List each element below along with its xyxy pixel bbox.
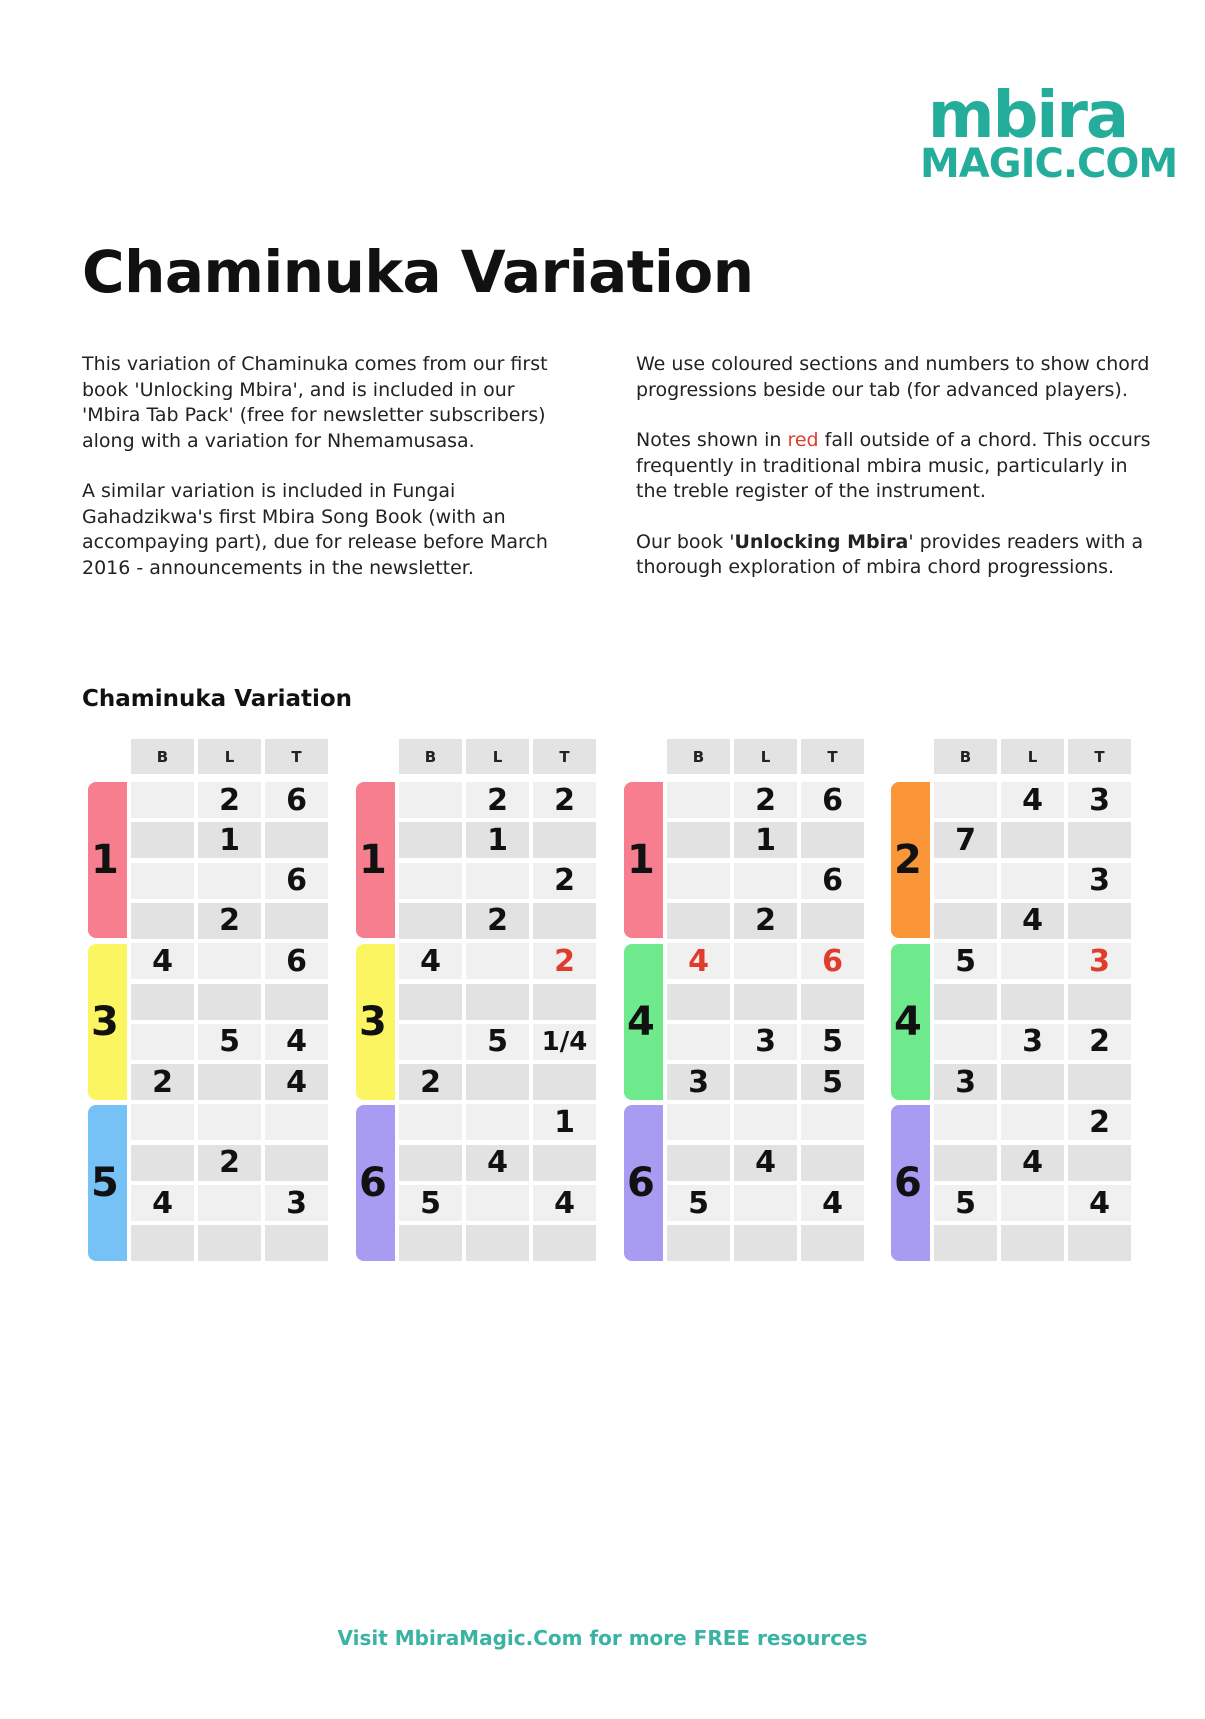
tab-note-cell: 2 <box>466 903 529 939</box>
tab-note-cell: 1 <box>198 822 261 858</box>
chord-number: 6 <box>359 1160 387 1206</box>
intro-right-column <box>636 352 1156 606</box>
tab-note-cell: 4 <box>1001 1145 1064 1181</box>
tab-note-cell: 6 <box>801 943 864 979</box>
tab-note-cell: 5 <box>466 1024 529 1060</box>
tab-note-cell: 2 <box>198 903 261 939</box>
tab-note-cell <box>734 943 797 979</box>
tab-note-cell <box>934 1145 997 1181</box>
tab-note-cell <box>734 1185 797 1221</box>
tab-note-cell: 3 <box>1001 1024 1064 1060</box>
chord-section <box>88 944 127 1100</box>
chord-section <box>88 782 127 938</box>
tab-note-cell: 4 <box>533 1185 596 1221</box>
tab-note-cell <box>198 943 261 979</box>
tab-note-cell <box>734 1225 797 1261</box>
tab-note-cell <box>533 1225 596 1261</box>
tab-note-cell: 5 <box>667 1185 730 1221</box>
tab-note-cell: 1 <box>533 1104 596 1140</box>
tab-note-cell: 6 <box>801 863 864 899</box>
tab-note-cell <box>131 984 194 1020</box>
chord-number: 3 <box>359 999 387 1045</box>
tab-note-cell <box>399 984 462 1020</box>
tab-note-cell <box>131 903 194 939</box>
tab-note-cell <box>265 1104 328 1140</box>
chord-number: 3 <box>91 999 119 1045</box>
tab-title: Chaminuka Variation <box>82 686 353 712</box>
tab-note-cell: 3 <box>265 1185 328 1221</box>
chord-section <box>891 1105 930 1261</box>
tab-note-cell <box>198 863 261 899</box>
column-header: B <box>667 739 730 774</box>
tab-note-cell <box>734 1064 797 1100</box>
chord-number: 5 <box>91 1160 119 1206</box>
column-header: L <box>734 739 797 774</box>
tab-note-cell <box>466 984 529 1020</box>
tab-note-cell <box>399 1225 462 1261</box>
tab-note-cell: 4 <box>131 1185 194 1221</box>
tab-note-cell <box>131 1225 194 1261</box>
tab-note-cell: 4 <box>265 1024 328 1060</box>
text-span: Our book ' <box>636 530 735 553</box>
tab-note-cell: 2 <box>734 903 797 939</box>
tab-note-cell: 3 <box>667 1064 730 1100</box>
tab-note-cell: 5 <box>934 1185 997 1221</box>
tab-note-cell <box>1068 984 1131 1020</box>
tab-note-cell <box>198 1225 261 1261</box>
chord-section <box>88 1105 127 1261</box>
tab-note-cell <box>131 782 194 818</box>
column-header: B <box>934 739 997 774</box>
chord-section <box>891 944 930 1100</box>
chord-number: 4 <box>627 999 655 1045</box>
tab-note-cell: 4 <box>801 1185 864 1221</box>
tab-note-cell <box>801 1104 864 1140</box>
chord-section <box>624 782 663 938</box>
tab-note-cell: 5 <box>934 943 997 979</box>
tab-note-cell <box>667 1145 730 1181</box>
tab-note-cell <box>466 943 529 979</box>
tab-note-cell <box>667 863 730 899</box>
intro-left-paragraph: A similar variation is included in Fungai Gahadzikwa's first Mbira Song Book (with an accompaying part), due for release before March 2016 - announcements in the newsletter. <box>82 480 548 579</box>
chord-section <box>891 782 930 938</box>
chord-number: 6 <box>627 1160 655 1206</box>
tab-note-cell <box>934 782 997 818</box>
tab-note-cell <box>466 1185 529 1221</box>
tab-note-cell <box>801 1225 864 1261</box>
tab-note-cell <box>265 903 328 939</box>
tab-note-cell <box>801 822 864 858</box>
column-header: L <box>198 739 261 774</box>
tab-note-cell <box>466 863 529 899</box>
tab-note-cell <box>1001 1104 1064 1140</box>
tab-note-cell: 6 <box>801 782 864 818</box>
site-logo[interactable] <box>920 79 1178 187</box>
chord-number: 2 <box>894 837 922 883</box>
tab-note-cell: 6 <box>265 863 328 899</box>
tab-note-cell <box>533 822 596 858</box>
tab-note-cell <box>734 1104 797 1140</box>
text-span: Notes shown in <box>636 429 788 451</box>
tab-note-cell <box>533 903 596 939</box>
intro-left-paragraph: This variation of Chaminuka comes from our first book 'Unlocking Mbira', and is included in our 'Mbira Tab Pack' (free for newsletter subscribers) along with a variation for Nhemamusasa. <box>82 353 548 452</box>
chord-section <box>356 944 395 1100</box>
tab-note-cell <box>399 782 462 818</box>
chord-number: 6 <box>894 1160 922 1206</box>
text-span: ' provides readers with a thorough exploration of mbira chord progressions. <box>636 530 1144 578</box>
tab-note-cell <box>934 903 997 939</box>
tab-note-cell <box>131 863 194 899</box>
tab-note-cell <box>265 984 328 1020</box>
column-header: B <box>399 739 462 774</box>
tab-note-cell: 2 <box>131 1064 194 1100</box>
column-header: B <box>131 739 194 774</box>
tab-note-cell <box>1068 1064 1131 1100</box>
tab-note-cell <box>667 903 730 939</box>
column-header: T <box>801 739 864 774</box>
tab-note-cell: 4 <box>1001 903 1064 939</box>
tab-note-cell <box>399 1104 462 1140</box>
tab-note-cell: 3 <box>734 1024 797 1060</box>
tab-note-cell <box>1001 984 1064 1020</box>
tab-note-cell: 2 <box>198 1145 261 1181</box>
chord-number: 1 <box>91 837 119 883</box>
tab-note-cell: 4 <box>734 1145 797 1181</box>
tab-note-cell: 5 <box>198 1024 261 1060</box>
intro-right-paragraph <box>636 428 1156 505</box>
tab-note-cell: 1 <box>466 822 529 858</box>
tab-note-cell: 3 <box>1068 863 1131 899</box>
tab-note-cell <box>533 984 596 1020</box>
chord-section <box>356 1105 395 1261</box>
tab-note-cell <box>198 984 261 1020</box>
tab-grid <box>887 739 1129 1259</box>
chord-number: 4 <box>894 999 922 1045</box>
tab-note-cell: 4 <box>265 1064 328 1100</box>
tab-note-cell <box>265 1225 328 1261</box>
red-word: red <box>787 429 819 451</box>
tab-note-cell <box>399 903 462 939</box>
chord-number: 1 <box>359 837 387 883</box>
book-title: Unlocking Mbira <box>734 530 909 553</box>
intro-right-paragraph: We use coloured sections and numbers to show chord progressions beside our tab (for advanced players). <box>636 353 1150 401</box>
tab-note-cell <box>667 984 730 1020</box>
tab-note-cell: 3 <box>1068 943 1131 979</box>
tab-note-cell: 4 <box>131 943 194 979</box>
tab-note-cell <box>1068 1225 1131 1261</box>
tab-note-cell <box>1068 903 1131 939</box>
tab-note-cell: 3 <box>934 1064 997 1100</box>
tab-note-cell: 2 <box>1068 1104 1131 1140</box>
tab-note-cell <box>466 1225 529 1261</box>
tab-note-cell <box>734 984 797 1020</box>
tab-note-cell <box>934 863 997 899</box>
tab-note-cell <box>667 1225 730 1261</box>
tab-note-cell: 1/4 <box>533 1024 596 1060</box>
tab-note-cell <box>667 822 730 858</box>
tab-note-cell <box>801 984 864 1020</box>
tab-note-cell <box>734 863 797 899</box>
tab-note-cell: 2 <box>533 863 596 899</box>
tab-note-cell <box>131 1024 194 1060</box>
column-header: T <box>533 739 596 774</box>
logo-line-2: MAGIC.COM <box>920 141 1178 187</box>
logo-line-1: mbira <box>927 79 1128 153</box>
tab-note-cell <box>934 1024 997 1060</box>
tab-note-cell <box>265 822 328 858</box>
tab-note-cell <box>1001 1225 1064 1261</box>
tab-note-cell: 6 <box>265 782 328 818</box>
tab-note-cell: 7 <box>934 822 997 858</box>
tab-grid <box>620 739 862 1259</box>
intro-left-column <box>82 352 552 606</box>
tab-note-cell <box>198 1104 261 1140</box>
tab-note-cell: 4 <box>1068 1185 1131 1221</box>
tab-note-cell <box>1001 822 1064 858</box>
tab-note-cell <box>934 1104 997 1140</box>
column-header: T <box>1068 739 1131 774</box>
tab-note-cell: 4 <box>466 1145 529 1181</box>
tab-note-cell: 2 <box>533 943 596 979</box>
tab-note-cell <box>667 782 730 818</box>
tab-note-cell: 2 <box>1068 1024 1131 1060</box>
chord-number: 1 <box>627 837 655 883</box>
tab-note-cell <box>399 863 462 899</box>
chord-section <box>356 782 395 938</box>
tab-note-cell <box>131 822 194 858</box>
tab-note-cell <box>801 903 864 939</box>
page-title: Chaminuka Variation <box>82 238 754 306</box>
chord-section <box>624 944 663 1100</box>
tab-note-cell: 2 <box>198 782 261 818</box>
tab-note-cell <box>399 1145 462 1181</box>
tab-note-cell: 5 <box>801 1024 864 1060</box>
tab-note-cell: 2 <box>533 782 596 818</box>
tab-note-cell: 5 <box>801 1064 864 1100</box>
tab-note-cell <box>198 1185 261 1221</box>
tab-note-cell: 4 <box>667 943 730 979</box>
tab-note-cell <box>1001 863 1064 899</box>
tab-note-cell <box>466 1064 529 1100</box>
tab-note-cell: 6 <box>265 943 328 979</box>
text-span: fall outside of a chord. This occurs frequently in traditional mbira music, particularly in the treble register of the instrument. <box>636 429 1151 502</box>
footer-link[interactable]: Visit MbiraMagic.Com for more FREE resources <box>337 1626 868 1650</box>
tab-note-cell <box>265 1145 328 1181</box>
tab-note-cell <box>1068 822 1131 858</box>
tab-grid <box>84 739 326 1259</box>
tab-note-cell <box>131 1145 194 1181</box>
tab-note-cell <box>801 1145 864 1181</box>
tab-note-cell: 3 <box>1068 782 1131 818</box>
tab-note-cell <box>399 1024 462 1060</box>
tab-note-cell <box>131 1104 194 1140</box>
tab-note-cell <box>466 1104 529 1140</box>
tab-note-cell: 5 <box>399 1185 462 1221</box>
chord-section <box>624 1105 663 1261</box>
tab-note-cell: 2 <box>399 1064 462 1100</box>
tab-note-cell <box>667 1104 730 1140</box>
tab-note-cell <box>198 1064 261 1100</box>
tab-note-cell <box>1068 1145 1131 1181</box>
tab-note-cell: 4 <box>399 943 462 979</box>
tab-note-cell <box>533 1145 596 1181</box>
tab-note-cell <box>667 1024 730 1060</box>
tab-note-cell <box>399 822 462 858</box>
column-header: L <box>1001 739 1064 774</box>
tab-note-cell <box>1001 943 1064 979</box>
tab-note-cell: 4 <box>1001 782 1064 818</box>
tab-note-cell <box>1001 1064 1064 1100</box>
tab-note-cell <box>934 984 997 1020</box>
tab-note-cell: 2 <box>466 782 529 818</box>
column-header: T <box>265 739 328 774</box>
tab-note-cell <box>934 1225 997 1261</box>
column-header: L <box>466 739 529 774</box>
intro-right-paragraph <box>636 530 1156 581</box>
tab-note-cell: 2 <box>734 782 797 818</box>
tab-note-cell: 1 <box>734 822 797 858</box>
tab-note-cell <box>533 1064 596 1100</box>
tab-note-cell <box>1001 1185 1064 1221</box>
tab-grid <box>352 739 594 1259</box>
